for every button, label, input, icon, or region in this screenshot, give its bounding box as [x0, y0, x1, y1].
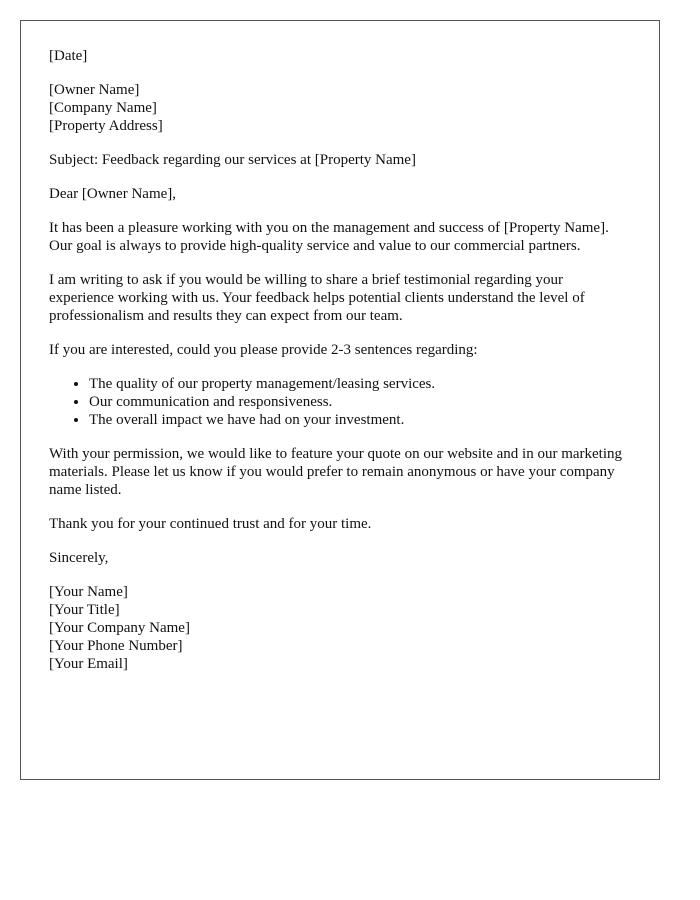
letter-subject: Subject: Feedback regarding our services at [Property Name] [49, 152, 416, 168]
list-item: • The overall impact we have had on your investment. [89, 411, 631, 429]
signature-block [49, 583, 631, 673]
signature-company: [Your Company Name] [49, 620, 190, 636]
recipient-property-address: [Property Address] [49, 118, 163, 134]
list-item: • The quality of our property management/leasing services. [89, 375, 631, 393]
list-item: • Our communication and responsiveness. [89, 393, 631, 411]
testimonial-topics-list [49, 375, 631, 429]
body-paragraph-2: I am writing to ask if you would be willing to share a brief testimonial regarding your experience working with us. Your feedback helps potential clients understand the level of professionalism and results they can expect from our team. [49, 272, 585, 324]
recipient-owner-name: [Owner Name] [49, 82, 140, 98]
signature-title: [Your Title] [49, 602, 120, 618]
sign-off: Sincerely, [49, 550, 109, 566]
recipient-company-name: [Company Name] [49, 100, 157, 116]
body-paragraph-1: It has been a pleasure working with you on the management and success of [Property Name]. Our goal is always to provide high-quality service and value to our commercial partners. [49, 220, 609, 254]
letter-date: [Date] [49, 48, 88, 64]
signature-email: [Your Email] [49, 656, 128, 672]
signature-phone: [Your Phone Number] [49, 638, 183, 654]
signature-name: [Your Name] [49, 584, 128, 600]
letter-salutation: Dear [Owner Name], [49, 186, 177, 202]
letter-page [20, 20, 660, 780]
closing-paragraph-1: With your permission, we would like to feature your quote on our website and in our marketing materials. Please let us know if you would prefer to remain anonymous or have your company name listed. [49, 446, 623, 498]
body-paragraph-3: If you are interested, could you please provide 2-3 sentences regarding: [49, 342, 478, 358]
closing-paragraph-2: Thank you for your continued trust and for your time. [49, 516, 372, 532]
recipient-block [49, 81, 631, 135]
